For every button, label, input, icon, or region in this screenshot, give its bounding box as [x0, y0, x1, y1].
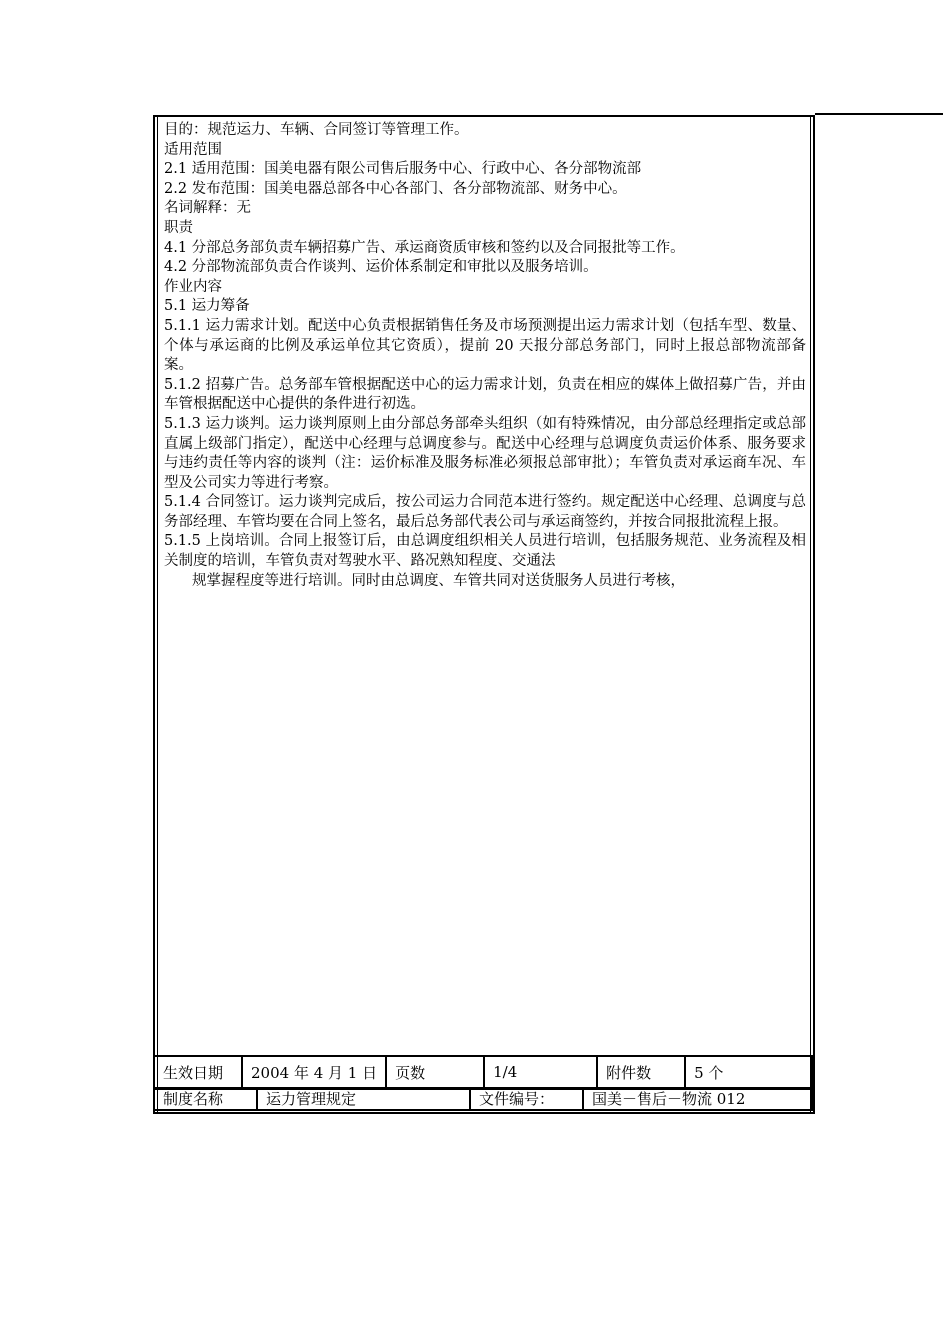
effective-date-value: 2004 年 4 月 1 日 — [242, 1056, 386, 1088]
section-paragraph: 5.1.3 运力谈判。运力谈判原则上由分部总务部牵头组织（如有特殊情况，由分部总经理指定或总部直属上级部门指定），配送中心经理与总调度参与。配送中心经理与总调度负责运价体系、服务要求与违约责任等内容的谈判（注：运价标准及服务标准必须报总部审批）；车管负责对承运商车况、车型及公司实力等进行考察。 — [164, 415, 806, 491]
footer-table-row2 — [153, 1088, 813, 1111]
frame-inner-left — [157, 117, 158, 1112]
scope-item: 2.2 发布范围：国美电器总部各中心各部门、各分部物流部、财务中心。 — [164, 180, 627, 197]
file-number-label: 文件编号： — [470, 1089, 583, 1110]
frame-inner-right — [810, 117, 811, 1112]
duty-item: 4.2 分部物流部负责合作谈判、运价体系制定和审批以及服务培训。 — [164, 259, 598, 276]
pages-value: 1/4 — [484, 1056, 597, 1088]
document-frame — [153, 115, 815, 1114]
section-paragraph: 5.1.4 合同签订。运力谈判完成后，按公司运力合同范本进行签约。规定配送中心经理、总调度与总务部经理、车管均要在合同上签名，最后总务部代表公司与承运商签约，并按合同报批流程上报。 — [164, 494, 806, 530]
duty-item: 4.1 分部总务部负责车辆招募广告、承运商资质审核和签约以及合同报批等工作。 — [164, 239, 685, 256]
attachments-value: 5 个 — [685, 1056, 812, 1088]
pages-label: 页数 — [386, 1056, 484, 1088]
work-heading: 作业内容 — [164, 278, 222, 295]
section-heading: 5.1 运力筹备 — [164, 298, 250, 315]
terms-line: 名词解释：无 — [164, 200, 251, 217]
document-body — [164, 121, 806, 591]
file-number-value: 国美－售后－物流 012 — [583, 1089, 812, 1110]
effective-date-label: 生效日期 — [154, 1056, 242, 1088]
purpose-line: 目的：规范运力、车辆、合同签订等管理工作。 — [164, 122, 469, 138]
duty-heading: 职责 — [164, 219, 193, 236]
section-paragraph: 5.1.5 上岗培训。合同上报签订后，由总调度组织相关人员进行培训，包括服务规范、业务流程及相关制度的培训，车管负责对驾驶水平、路况熟知程度、交通法 — [164, 533, 806, 570]
top-rule — [815, 113, 943, 115]
section-paragraph-continued: 规掌握程度等进行培训。同时由总调度、车管共同对送货服务人员进行考核， — [192, 572, 685, 589]
scope-item: 2.1 适用范围：国美电器有限公司售后服务中心、行政中心、各分部物流部 — [164, 161, 642, 178]
scope-heading: 适用范围 — [164, 141, 222, 158]
policy-name-value: 运力管理规定 — [257, 1089, 470, 1110]
section-paragraph: 5.1.2 招募广告。总务部车管根据配送中心的运力需求计划，负责在相应的媒体上做招募广告，并由车管根据配送中心提供的条件进行初选。 — [164, 376, 806, 413]
attachments-label: 附件数 — [597, 1056, 685, 1088]
footer-table-row1 — [153, 1055, 813, 1089]
section-paragraph: 5.1.1 运力需求计划。配送中心负责根据销售任务及市场预测提出运力需求计划（包括车型、数量、个体与承运商的比例及承运单位其它资质），提前 20 天报分部总务部门，同时上报总部物流部备案。 — [164, 317, 806, 374]
policy-name-label: 制度名称 — [154, 1089, 257, 1110]
